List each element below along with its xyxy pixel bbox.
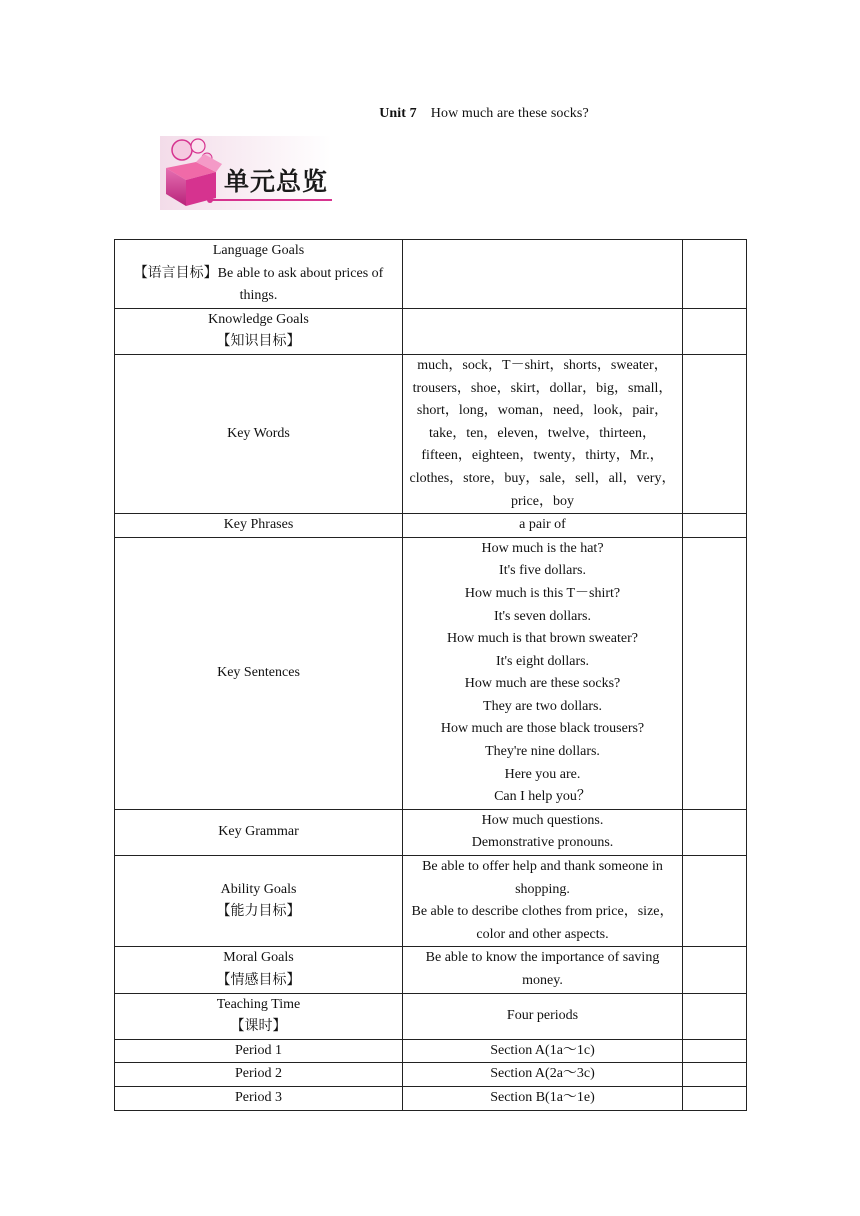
key-sentence: They're nine dollars. [485,744,600,760]
period-notes [683,1086,747,1110]
language-goals-label [115,240,403,309]
language-goals-title: Language Goals [212,243,305,258]
key-sentence: How much are those black trousers? [440,721,645,737]
row-key-words [115,354,747,513]
language-goals-content [403,240,683,309]
moral-goals-notes [683,947,747,993]
period-notes [683,1063,747,1087]
unit-question: How much are these socks? [430,106,589,121]
row-teaching-time [115,993,747,1039]
grammar-point: Demonstrative pronouns. [471,835,614,851]
moral-goals-title: Moral Goals [223,950,294,966]
moral-goals-label [115,947,403,993]
key-sentences-notes [683,537,747,809]
row-key-grammar [115,809,747,855]
ability-goals-cn: 【能力目标】 [216,904,301,920]
grammar-point: How much questions. [481,812,604,828]
moral-goals-cn: 【情感目标】 [216,973,301,988]
key-sentence: Here you are. [504,766,581,782]
banner-title: 单元总览 [224,167,329,196]
key-sentence: How much is that brown sweater? [447,631,638,647]
key-phrases-content: a pair of [403,514,683,538]
knowledge-goals-content [403,308,683,354]
key-sentence: It's five dollars. [499,563,586,579]
period-name: Period 1 [115,1039,403,1063]
row-moral-goals [115,947,747,993]
key-sentence: How much is this T－shirt? [464,585,621,601]
period-notes [683,1039,747,1063]
row-key-sentences [115,537,747,809]
key-words-content: much，sock，T－shirt，shorts，sweater，trousers，shoe，skirt，dollar，big，small，short，long，woman，need，look，pair，take，ten，eleven，twelve，thirteen，fifteen，eighteen，twenty，thirty，Mr.，clothes，store，buy，sale，sell，all，very，price，boy [403,354,683,513]
moral-goals-content: Be able to know the importance of saving money. [403,947,683,993]
teaching-time-title: Teaching Time [216,996,301,1012]
key-words-notes [683,354,747,513]
teaching-time-notes [683,993,747,1039]
period-name: Period 3 [115,1086,403,1110]
period-section: Section A(1a～1c) [403,1039,683,1063]
key-sentence: Can I help you？ [494,789,591,805]
knowledge-goals-notes [683,308,747,354]
row-key-phrases [115,514,747,538]
key-sentences-content [403,537,683,809]
key-phrases-notes [683,514,747,538]
key-sentence: It's seven dollars. [493,608,591,624]
ability-goal: Be able to describe clothes from price，size，color and other aspects. [411,904,674,942]
language-goals-detail: 【语言目标】Be able to ask about prices of things. [133,265,384,304]
unit-overview-table [114,239,747,1111]
row-period-2 [115,1063,747,1087]
ability-goals-notes [683,856,747,947]
row-period-1 [115,1039,747,1063]
key-sentence: They are two dollars. [483,698,602,714]
key-grammar-notes [683,809,747,855]
row-knowledge-goals [115,308,747,354]
key-words-label: Key Words [115,354,403,513]
ability-goals-content [403,856,683,947]
unit-label: Unit 7 [379,106,417,121]
ability-goals-label [115,856,403,947]
key-sentence: It's eight dollars. [495,653,590,669]
knowledge-goals-label [115,308,403,354]
ability-goal: Be able to offer help and thank someone in shopping. [422,859,663,897]
key-grammar-label: Key Grammar [115,809,403,855]
language-goals-notes [683,240,747,309]
unit-overview-banner [160,136,332,210]
knowledge-goals-title: Knowledge Goals [208,311,309,327]
row-period-3 [115,1086,747,1110]
key-phrases-label: Key Phrases [115,514,403,538]
key-sentence: How much is the hat? [481,540,604,556]
key-sentence: How much are these socks? [464,676,621,692]
teaching-time-cn: 【课时】 [230,1019,287,1035]
row-ability-goals [115,856,747,947]
row-language-goals [115,240,747,309]
key-sentences-label: Key Sentences [115,537,403,809]
period-section: Section A(2a～3c) [403,1063,683,1087]
unit-title [0,106,860,122]
teaching-time-content: Four periods [403,993,683,1039]
period-section: Section B(1a～1e) [403,1086,683,1110]
teaching-time-label [115,993,403,1039]
knowledge-goals-cn: 【知识目标】 [216,334,301,350]
period-name: Period 2 [115,1063,403,1087]
key-grammar-content [403,809,683,855]
ability-goals-title: Ability Goals [220,881,297,897]
